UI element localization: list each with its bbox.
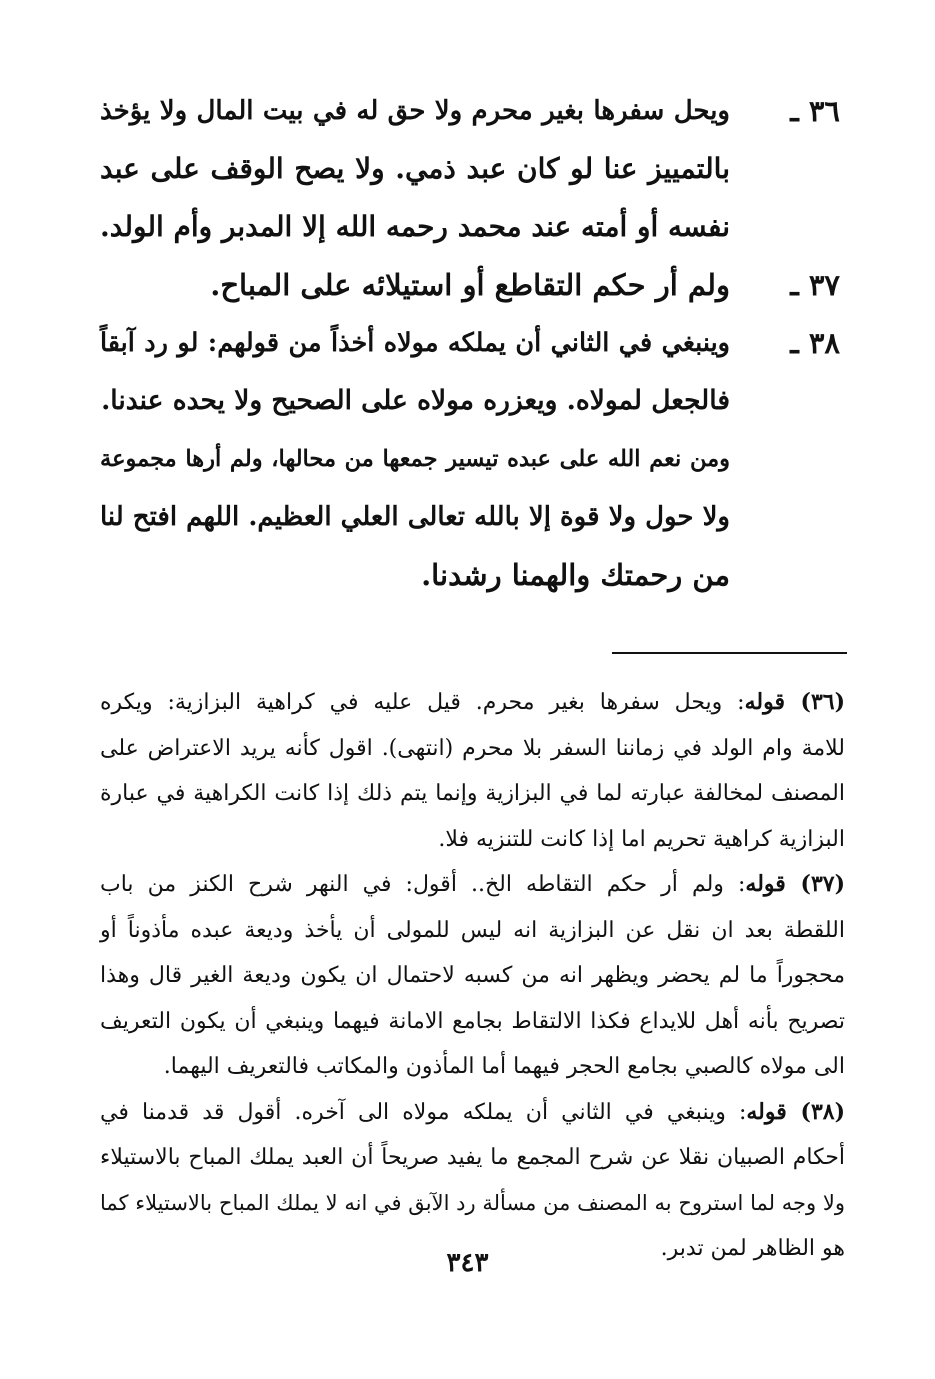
footnote-line bbox=[100, 1090, 845, 1136]
text-line: من رحمتك والهمنا رشدنا. bbox=[421, 558, 730, 592]
footnote-text: : ويحل سفرها بغير محرم. قيل عليه في كراهية البزازية: ويكره bbox=[100, 690, 745, 715]
footnote-line: اللقطة بعد ان نقل عن البزازية انه ليس للمولى أن يأخذ وديعة عبده مأذوناً أو bbox=[100, 917, 845, 943]
footnote-line: أحكام الصبيان نقلا عن شرح المجمع ما يفيد صريحاً أن العبد يملك المباح بالاستيلاء bbox=[100, 1145, 845, 1170]
text-line: ولم أر حكم التقاطع أو استيلائه على المباح. bbox=[210, 268, 730, 302]
entry-38 bbox=[100, 314, 840, 604]
main-text bbox=[100, 82, 840, 604]
footnote-line: تصريح بأنه أهل للايداع فكذا الالتقاط بجامع الامانة فيهما وينبغي أن يكون التعريف bbox=[100, 1008, 845, 1034]
footnote-line: هو الظاهر لمن تدبر. bbox=[660, 1236, 845, 1261]
footnote-38 bbox=[100, 1090, 845, 1272]
text-line: ويحل سفرها بغير محرم ولا حق له في بيت المال ولا يؤخذ bbox=[100, 96, 730, 126]
entry-37 bbox=[100, 256, 840, 314]
text-line: بالتمييز عنا لو كان عبد ذمي. ولا يصح الوقف على عبد bbox=[100, 152, 730, 185]
text-line: ولا حول ولا قوة إلا بالله تعالى العلي العظيم. اللهم افتح لنا bbox=[100, 502, 730, 532]
page-number: ٣٤٣ bbox=[446, 1248, 489, 1278]
footnote-lead: (٣٦) قوله bbox=[744, 689, 845, 715]
text-line: ومن نعم الله على عبده تيسير جمعها من محالها، ولم أرها مجموعة bbox=[100, 446, 730, 472]
footnote-lead: (٣٨) قوله bbox=[746, 1098, 845, 1125]
footnote-line: الى مولاه كالصبي بجامع الحجر فيهما أما المأذون والمكاتب فالتعريف اليهما. bbox=[163, 1054, 845, 1079]
footnote-lead: (٣٧) قوله bbox=[745, 871, 845, 897]
footnote-line bbox=[100, 862, 845, 908]
text-line: نفسه أو أمته عند محمد رحمه الله إلا المدبر وأم الولد. bbox=[100, 210, 730, 243]
footnote-line: ولا وجه لما استروح به المصنف من مسألة رد الآبق في انه لا يملك المباح بالاستيلاء كما bbox=[100, 1190, 845, 1215]
footnote-separator bbox=[612, 652, 847, 654]
footnote-line bbox=[100, 680, 845, 726]
footnote-37 bbox=[100, 862, 845, 1090]
entry-number: ٣٧ ـ bbox=[790, 268, 840, 302]
footnote-line: البزازية كراهية تحريم اما إذا كانت للتنزيه فلا. bbox=[438, 826, 845, 852]
text-line: وينبغي في الثاني أن يملكه مولاه أخذاً من قولهم: لو رد آبقاً bbox=[100, 328, 730, 358]
footnote-line: محجوراً ما لم يحضر ويظهر انه من كسبه لاحتمال ان يكون وديعة الغير قال وهذا bbox=[100, 963, 845, 988]
footnote-text: : وينبغي في الثاني أن يملكه مولاه الى آخره. أقول قد قدمنا في bbox=[100, 1099, 747, 1125]
footnote-line: المصنف لمخالفة عبارته لما في البزازية وإنما يتم ذلك إذا كانت الكراهية في عبارة bbox=[100, 781, 845, 806]
footnote-text: : ولم أر حكم التقاطه الخ.. أقول: في النهر شرح الكنز من باب bbox=[100, 872, 746, 897]
footnote-line: للامة وام الولد في زماننا السفر بلا محرم (انتهى). اقول كأنه يريد الاعتراض على bbox=[100, 735, 845, 761]
footnotes bbox=[100, 680, 845, 1272]
footnote-36 bbox=[100, 680, 845, 862]
entry-number: ٣٨ ـ bbox=[790, 326, 840, 360]
entry-number: ٣٦ ـ bbox=[790, 94, 840, 128]
text-line: فالجعل لمولاه. ويعزره مولاه على الصحيح ولا يحده عندنا. bbox=[101, 385, 730, 416]
entry-36 bbox=[100, 82, 840, 256]
